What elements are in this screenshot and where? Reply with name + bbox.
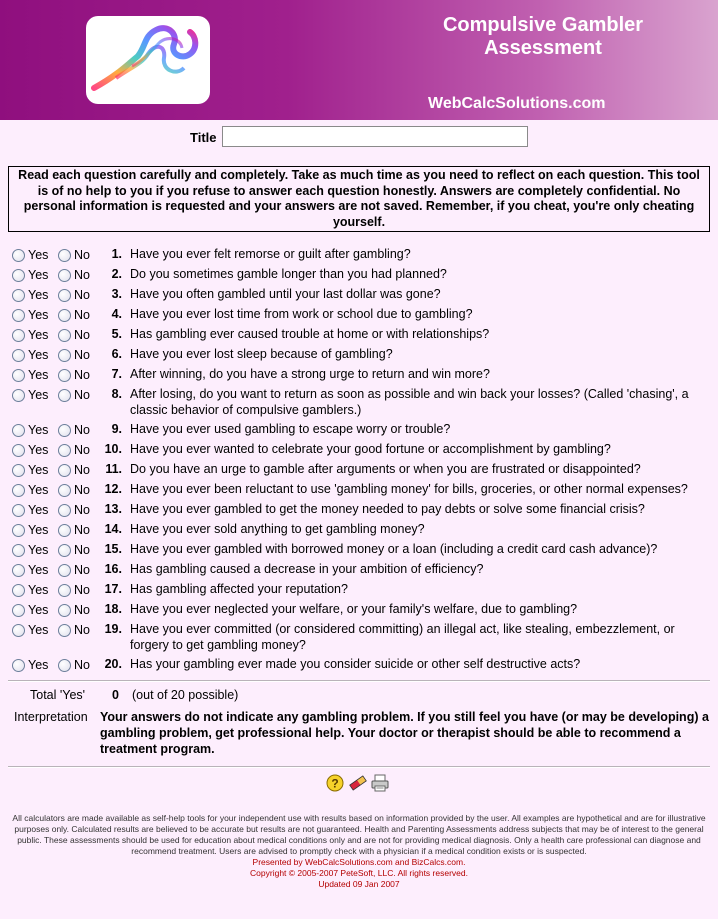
question-number: 10. <box>104 442 122 456</box>
radio-button-icon[interactable] <box>58 524 71 537</box>
yes-label: Yes <box>28 308 49 322</box>
question-number: 2. <box>111 267 122 281</box>
question-text: After losing, do you want to return as soon as possible and win back your losses? (Called 'chasing', a classic behavior of compulsive gamblers.) <box>130 387 689 417</box>
yes-label: Yes <box>28 503 49 517</box>
question-text: Have you ever used gambling to escape worry or trouble? <box>130 422 451 436</box>
toolbar <box>326 774 388 792</box>
header-banner <box>0 0 718 120</box>
question-number: 14. <box>104 522 122 536</box>
question-number: 16. <box>104 562 122 576</box>
question-number: 1. <box>111 247 122 261</box>
no-label: No <box>74 423 90 437</box>
question-number: 17. <box>104 582 122 596</box>
yes-label: Yes <box>28 368 49 382</box>
question-number: 20. <box>104 657 122 671</box>
radio-button-icon[interactable] <box>12 659 25 672</box>
no-label: No <box>74 543 90 557</box>
radio-button-icon[interactable] <box>12 444 25 457</box>
yes-radio[interactable] <box>12 462 48 478</box>
no-label: No <box>74 563 90 577</box>
no-label: No <box>74 523 90 537</box>
question-number: 4. <box>111 307 122 321</box>
no-radio[interactable] <box>58 602 90 618</box>
question-text: Has gambling caused a decrease in your ambition of efficiency? <box>130 562 484 576</box>
radio-button-icon[interactable] <box>58 564 71 577</box>
no-radio[interactable] <box>58 542 90 558</box>
yes-label: Yes <box>28 423 49 437</box>
radio-button-icon[interactable] <box>12 309 25 322</box>
help-icon[interactable] <box>326 774 344 792</box>
yes-label: Yes <box>28 563 49 577</box>
yes-radio[interactable] <box>12 502 48 518</box>
question-row <box>0 501 718 521</box>
no-radio[interactable] <box>58 622 90 638</box>
question-number: 11. <box>105 462 122 476</box>
yes-label: Yes <box>28 248 49 262</box>
radio-button-icon[interactable] <box>58 544 71 557</box>
no-label: No <box>74 603 90 617</box>
question-text: Have you ever gambled to get the money needed to pay debts or solve some financial crisis? <box>130 502 645 516</box>
question-text: Have you often gambled until your last dollar was gone? <box>130 287 441 301</box>
yes-label: Yes <box>28 463 49 477</box>
yes-label: Yes <box>28 543 49 557</box>
radio-button-icon[interactable] <box>58 369 71 382</box>
logo <box>86 16 210 104</box>
title-label: Title <box>190 130 217 145</box>
yes-label: Yes <box>28 583 49 597</box>
radio-button-icon[interactable] <box>58 624 71 637</box>
yes-radio[interactable] <box>12 442 48 458</box>
disclaimer: All calculators are made available as self-help tools for your independent use with results based on information provided by the user. All examples are hypothetical and are for illustrative purposes only. Calculated results are believed to be accurate but results are not guaranteed. Health and Parenting Assessments address subjects that may be of interest to the general public. These assessments should be used for education about medical conditions only and are not for providing medical diagnosis. Only a health care professional can diagnose and recommend treatment. Users are advised to promptly check with a physician if a medical condition exists or is suspected. <box>12 813 706 856</box>
smoke-logo-icon <box>86 16 210 104</box>
interpretation-label: Interpretation <box>14 710 88 724</box>
svg-text:?: ? <box>331 776 339 791</box>
no-label: No <box>74 503 90 517</box>
yes-radio[interactable] <box>12 287 48 303</box>
no-radio[interactable] <box>58 387 90 403</box>
question-number: 3. <box>111 287 122 301</box>
radio-button-icon[interactable] <box>12 584 25 597</box>
radio-button-icon[interactable] <box>58 659 71 672</box>
radio-button-icon[interactable] <box>12 564 25 577</box>
footer <box>6 813 712 890</box>
yes-radio[interactable] <box>12 247 48 263</box>
no-label: No <box>74 443 90 457</box>
yes-radio[interactable] <box>12 542 48 558</box>
divider <box>8 766 710 768</box>
question-row <box>0 581 718 601</box>
radio-button-icon[interactable] <box>12 604 25 617</box>
title-line-1: Compulsive Gambler <box>442 14 644 36</box>
question-number: 12. <box>104 482 122 496</box>
no-label: No <box>74 463 90 477</box>
question-row <box>0 326 718 346</box>
radio-button-icon[interactable] <box>58 249 71 262</box>
radio-button-icon[interactable] <box>58 289 71 302</box>
yes-radio[interactable] <box>12 522 48 538</box>
radio-button-icon[interactable] <box>12 484 25 497</box>
question-text: Have you ever lost sleep because of gambling? <box>130 347 393 361</box>
question-row <box>0 246 718 266</box>
no-radio[interactable] <box>58 367 90 383</box>
updated-date: Updated 09 Jan 2007 <box>318 879 400 889</box>
no-label: No <box>74 388 90 402</box>
question-row <box>0 421 718 441</box>
no-radio[interactable] <box>58 347 90 363</box>
question-text: Have you ever gambled with borrowed money or a loan (including a credit card cash advance)? <box>130 542 658 556</box>
question-row <box>0 541 718 561</box>
no-label: No <box>74 288 90 302</box>
yes-radio[interactable] <box>12 327 48 343</box>
radio-button-icon[interactable] <box>12 269 25 282</box>
radio-button-icon[interactable] <box>12 369 25 382</box>
question-text: Have you ever neglected your welfare, or your family's welfare, due to gambling? <box>130 602 578 616</box>
yes-radio[interactable] <box>12 307 48 323</box>
radio-button-icon[interactable] <box>58 484 71 497</box>
yes-radio[interactable] <box>12 422 48 438</box>
radio-button-icon[interactable] <box>12 249 25 262</box>
radio-button-icon[interactable] <box>12 289 25 302</box>
yes-radio[interactable] <box>12 367 48 383</box>
question-text: Has gambling ever caused trouble at home or with relationships? <box>130 327 490 341</box>
no-radio[interactable] <box>58 287 90 303</box>
yes-label: Yes <box>28 348 49 362</box>
question-text: Do you have an urge to gamble after arguments or when you are frustrated or disappointed? <box>130 462 641 476</box>
no-radio[interactable] <box>58 422 90 438</box>
question-text: Have you ever been reluctant to use 'gambling money' for bills, groceries, or other normal expenses? <box>130 482 688 496</box>
question-text: Have you ever committed (or considered committing) an illegal act, like stealing, embezzlement, or forgery to get gambling money? <box>130 622 675 652</box>
question-row <box>0 306 718 326</box>
radio-button-icon[interactable] <box>58 269 71 282</box>
question-row <box>0 386 718 420</box>
yes-label: Yes <box>28 523 49 537</box>
presented-by: Presented by WebCalcSolutions.com and BizCalcs.com. <box>252 857 466 867</box>
no-label: No <box>74 248 90 262</box>
question-text: Have you ever felt remorse or guilt after gambling? <box>130 247 411 261</box>
radio-button-icon[interactable] <box>12 424 25 437</box>
divider <box>8 680 710 682</box>
question-text: Have you ever sold anything to get gambling money? <box>130 522 425 536</box>
eraser-icon[interactable] <box>348 774 366 792</box>
question-number: 8. <box>111 387 122 401</box>
question-row <box>0 266 718 286</box>
yes-radio[interactable] <box>12 267 48 283</box>
no-label: No <box>74 623 90 637</box>
question-row <box>0 481 718 501</box>
instructions-box: Read each question carefully and completely. Take as much time as you need to reflect on each question. This tool is of no help to you if you refuse to answer each question honestly. Answers are completely confidential. No personal information is requested and your answers are not saved. Remember, if you cheat, you're only cheating yourself. <box>8 166 710 232</box>
yes-radio[interactable] <box>12 562 48 578</box>
radio-button-icon[interactable] <box>12 389 25 402</box>
question-text: Do you sometimes gamble longer than you had planned? <box>130 267 447 281</box>
site-name: WebCalcSolutions.com <box>428 95 606 112</box>
yes-label: Yes <box>28 443 49 457</box>
no-label: No <box>74 368 90 382</box>
question-text: Has gambling affected your reputation? <box>130 582 348 596</box>
no-radio[interactable] <box>58 267 90 283</box>
yes-label: Yes <box>28 328 49 342</box>
yes-label: Yes <box>28 603 49 617</box>
question-text: Has your gambling ever made you consider suicide or other self destructive acts? <box>130 657 581 671</box>
no-radio[interactable] <box>58 522 90 538</box>
no-radio[interactable] <box>58 657 90 673</box>
no-label: No <box>74 268 90 282</box>
radio-button-icon[interactable] <box>58 309 71 322</box>
radio-button-icon[interactable] <box>58 584 71 597</box>
no-label: No <box>74 328 90 342</box>
no-radio[interactable] <box>58 482 90 498</box>
radio-button-icon[interactable] <box>58 349 71 362</box>
radio-button-icon[interactable] <box>58 444 71 457</box>
radio-button-icon[interactable] <box>12 624 25 637</box>
no-radio[interactable] <box>58 502 90 518</box>
question-number: 6. <box>111 347 122 361</box>
yes-label: Yes <box>28 623 49 637</box>
question-number: 5. <box>111 327 122 341</box>
no-radio[interactable] <box>58 562 90 578</box>
yes-radio[interactable] <box>12 657 48 673</box>
radio-button-icon[interactable] <box>58 389 71 402</box>
no-radio[interactable] <box>58 327 90 343</box>
question-row <box>0 346 718 366</box>
question-text: After winning, do you have a strong urge to return and win more? <box>130 367 490 381</box>
radio-button-icon[interactable] <box>12 349 25 362</box>
question-number: 15. <box>104 542 122 556</box>
no-label: No <box>74 348 90 362</box>
radio-button-icon[interactable] <box>58 329 71 342</box>
question-number: 13. <box>104 502 122 516</box>
question-row <box>0 561 718 581</box>
question-row <box>0 366 718 386</box>
question-number: 18. <box>104 602 122 616</box>
no-radio[interactable] <box>58 462 90 478</box>
yes-radio[interactable] <box>12 622 48 638</box>
no-radio[interactable] <box>58 582 90 598</box>
question-row <box>0 601 718 621</box>
radio-button-icon[interactable] <box>12 464 25 477</box>
total-suffix: (out of 20 possible) <box>132 688 239 702</box>
no-label: No <box>74 583 90 597</box>
question-number: 7. <box>111 367 122 381</box>
yes-label: Yes <box>28 483 49 497</box>
no-radio[interactable] <box>58 307 90 323</box>
no-radio[interactable] <box>58 442 90 458</box>
yes-label: Yes <box>28 658 49 672</box>
radio-button-icon[interactable] <box>58 424 71 437</box>
yes-label: Yes <box>28 288 49 302</box>
yes-radio[interactable] <box>12 387 48 403</box>
printer-icon[interactable] <box>370 774 388 792</box>
interpretation-text: Your answers do not indicate any gambling problem. If you still feel you have (or may be developing) a gambling problem, get professional help. Your doctor or therapist should be able to recommend a treatment program. <box>100 710 709 756</box>
question-text: Have you ever lost time from work or school due to gambling? <box>130 307 473 321</box>
question-number: 9. <box>111 422 122 436</box>
radio-button-icon[interactable] <box>12 524 25 537</box>
no-label: No <box>74 308 90 322</box>
question-row <box>0 521 718 541</box>
radio-button-icon[interactable] <box>12 544 25 557</box>
question-row <box>0 656 718 676</box>
question-row <box>0 461 718 481</box>
total-label: Total 'Yes' <box>30 688 86 702</box>
yes-label: Yes <box>28 268 49 282</box>
yes-radio[interactable] <box>12 482 48 498</box>
app-title <box>428 14 658 60</box>
radio-button-icon[interactable] <box>58 464 71 477</box>
title-input[interactable] <box>222 126 528 147</box>
radio-button-icon[interactable] <box>12 329 25 342</box>
copyright: Copyright © 2005-2007 PeteSoft, LLC. All rights reserved. <box>250 868 468 878</box>
total-value: 0 <box>112 688 119 702</box>
yes-radio[interactable] <box>12 602 48 618</box>
yes-radio[interactable] <box>12 347 48 363</box>
question-row <box>0 441 718 461</box>
question-text: Have you ever wanted to celebrate your good fortune or accomplishment by gambling? <box>130 442 611 456</box>
question-number: 19. <box>104 622 122 636</box>
radio-button-icon[interactable] <box>12 504 25 517</box>
no-label: No <box>74 483 90 497</box>
radio-button-icon[interactable] <box>58 504 71 517</box>
yes-radio[interactable] <box>12 582 48 598</box>
question-row <box>0 621 718 655</box>
no-label: No <box>74 658 90 672</box>
title-row <box>0 124 718 148</box>
yes-label: Yes <box>28 388 49 402</box>
no-radio[interactable] <box>58 247 90 263</box>
title-line-2: Assessment <box>484 37 602 59</box>
question-row <box>0 286 718 306</box>
radio-button-icon[interactable] <box>58 604 71 617</box>
